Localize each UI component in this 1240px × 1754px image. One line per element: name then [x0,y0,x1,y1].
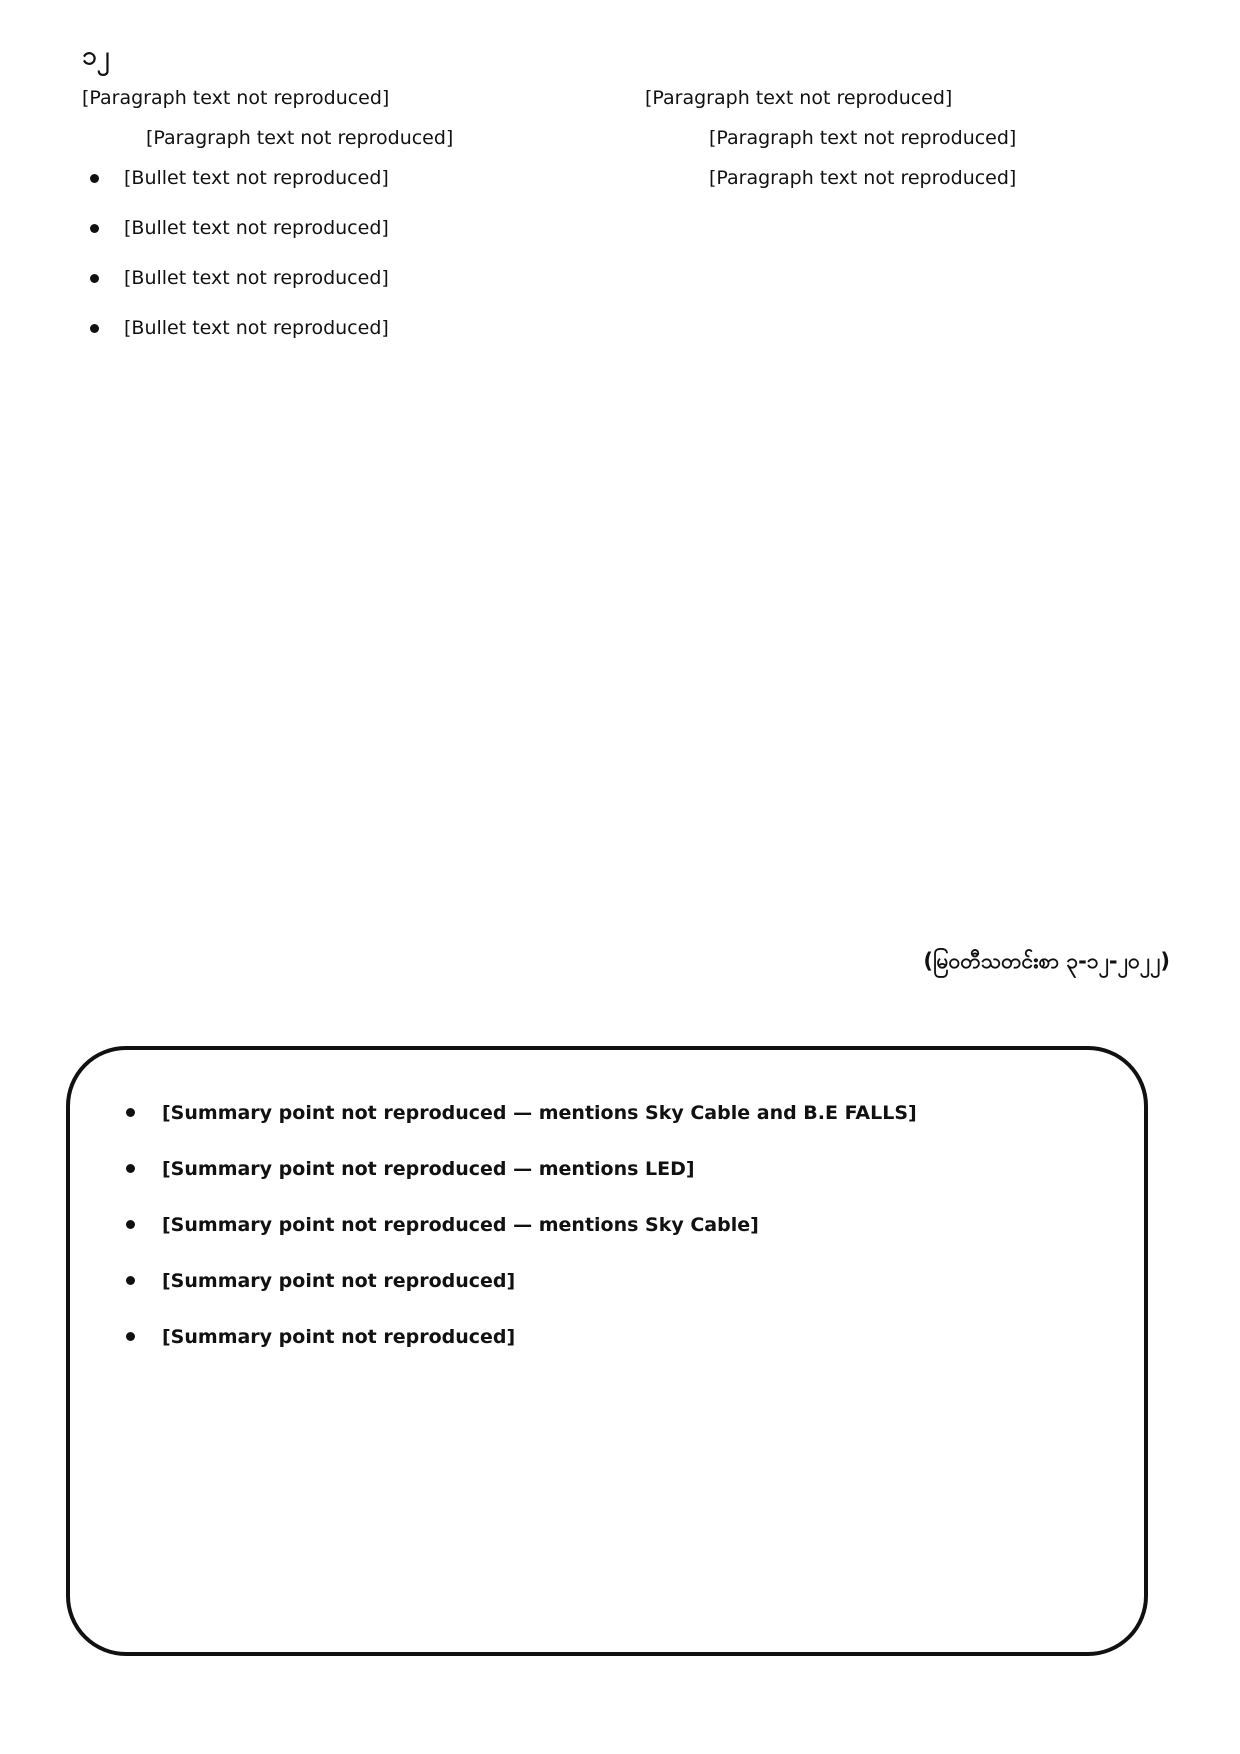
bullet-icon [90,274,99,283]
article-paragraph: [Paragraph text not reproduced] [709,127,1017,149]
summary-text: [Summary point not reproduced] [162,1326,516,1348]
bullet-text: [Bullet text not reproduced] [124,317,389,339]
article-paragraph: [Paragraph text not reproduced] [709,167,1017,189]
bullet-icon [90,224,99,233]
bullet-icon [90,324,99,333]
summary-item [126,1318,1088,1356]
summary-item [126,1150,1088,1188]
source-credit: (မြဝတီသတင်းစာ ၃-၁၂-၂၀၂၂) [923,949,1170,973]
bullet-icon [126,1220,135,1229]
bullet-text: [Bullet text not reproduced] [124,217,389,239]
bullet-item [82,160,609,196]
summary-box [66,1046,1148,1656]
right-column [645,80,1172,360]
article-body [82,80,1172,360]
bullet-text: [Bullet text not reproduced] [124,167,389,189]
article-paragraph: [Paragraph text not reproduced] [82,87,390,109]
summary-text: [Summary point not reproduced — mentions Sky Cable and B.E FALLS] [162,1102,917,1124]
summary-text: [Summary point not reproduced — mentions Sky Cable] [162,1214,759,1236]
summary-list [126,1094,1088,1356]
summary-item [126,1206,1088,1244]
summary-item [126,1094,1088,1132]
bullet-item [82,260,609,296]
bullet-icon [90,174,99,183]
bullet-icon [126,1108,135,1117]
article-paragraph: [Paragraph text not reproduced] [645,87,953,109]
bullet-item [82,210,609,246]
bullet-icon [126,1276,135,1285]
bullet-list [82,160,609,346]
summary-text: [Summary point not reproduced — mentions LED] [162,1158,695,1180]
bullet-icon [126,1164,135,1173]
summary-item [126,1262,1088,1300]
bullet-item [82,310,609,346]
summary-text: [Summary point not reproduced] [162,1270,516,1292]
bullet-icon [126,1332,135,1341]
left-column [82,80,609,360]
bullet-text: [Bullet text not reproduced] [124,267,389,289]
article-paragraph: [Paragraph text not reproduced] [146,127,454,149]
page-number: ၁၂ [82,41,110,71]
